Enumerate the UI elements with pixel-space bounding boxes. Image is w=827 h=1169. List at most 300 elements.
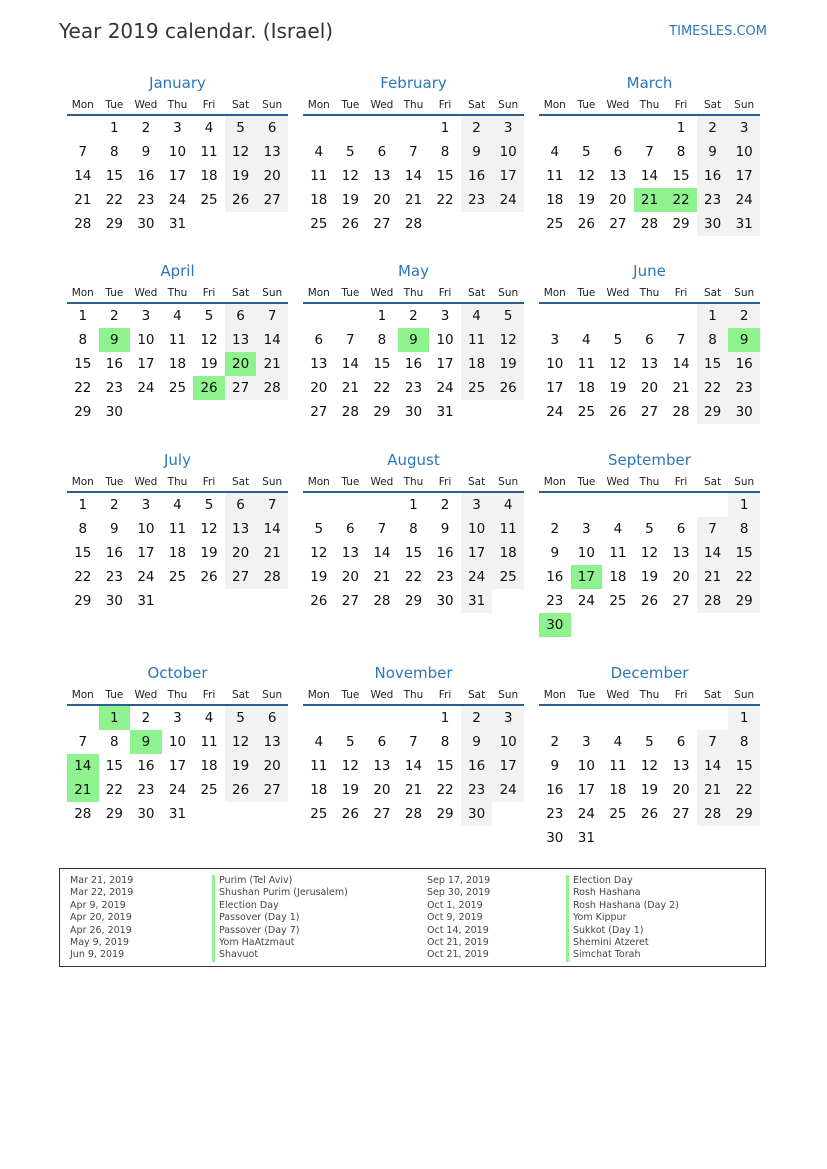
day-cell: 9	[550, 758, 560, 774]
day-cell: 8	[728, 730, 760, 754]
month-december	[539, 662, 760, 850]
weekday-label: Mon	[307, 476, 330, 488]
empty-day-cell	[602, 706, 634, 730]
weekday-label: Fri	[438, 476, 452, 488]
weekday-label: Thu	[167, 287, 188, 299]
legend-holiday-name: Election Day	[566, 875, 679, 887]
day-cell: 16	[697, 164, 729, 188]
day-cell: 26	[577, 216, 595, 232]
day-cell: 5	[613, 332, 623, 348]
day-cell: 7	[676, 332, 686, 348]
day-cell: 17	[461, 541, 493, 565]
day-cell: 2	[550, 521, 560, 537]
legend-holiday-name: Yom HaAtzmaut	[212, 937, 348, 949]
day-cell: 16	[105, 545, 123, 561]
empty-day-cell	[256, 802, 288, 826]
legend-date: Oct 21, 2019	[427, 937, 489, 949]
empty-day-cell	[571, 493, 603, 517]
week-row	[67, 188, 288, 212]
legend-date: Sep 17, 2019	[427, 875, 491, 886]
weekday-label: Wed	[606, 476, 630, 488]
week-row	[539, 328, 760, 352]
day-cell: 6	[676, 521, 686, 537]
day-cell: 23	[105, 380, 123, 396]
day-cell: 6	[225, 304, 257, 328]
weekday-label: Fri	[674, 99, 688, 111]
legend-holiday-name: Shushan Purim (Jerusalem)	[212, 887, 348, 899]
week-row	[303, 376, 524, 400]
day-cell: 27	[373, 806, 391, 822]
empty-day-cell	[665, 706, 697, 730]
weekday-label: Thu	[167, 689, 188, 701]
day-cell: 31	[461, 589, 493, 613]
week-row	[539, 826, 760, 850]
day-cell: 11	[492, 517, 524, 541]
day-cell: 17	[137, 545, 155, 561]
day-cell: 13	[373, 758, 391, 774]
weekday-label: Sat	[703, 287, 722, 299]
weekday-label: Mon	[307, 99, 330, 111]
day-cell: 17	[546, 380, 564, 396]
month-name: June	[633, 262, 666, 280]
week-row	[303, 116, 524, 140]
week-row	[303, 730, 524, 754]
day-cell: 20	[609, 192, 627, 208]
day-cell: 27	[672, 593, 690, 609]
day-cell: 1	[110, 120, 119, 136]
day-cell: 29	[697, 400, 729, 424]
empty-day-cell	[697, 706, 729, 730]
month-name: July	[164, 451, 191, 469]
day-cell: 22	[404, 569, 423, 585]
day-cell: 13	[672, 758, 690, 774]
empty-day-cell	[335, 493, 367, 517]
day-cell: 21	[74, 192, 92, 208]
legend-date: Oct 9, 2019	[427, 912, 483, 924]
month-october	[67, 662, 288, 826]
week-row	[539, 541, 760, 565]
month-name: May	[397, 262, 429, 280]
day-cell: 13	[256, 730, 288, 754]
day-cell: 19	[200, 356, 218, 372]
day-cell: 31	[168, 806, 187, 822]
day-cell: 18	[546, 192, 564, 208]
day-cell: 28	[404, 806, 423, 822]
day-cell: 7	[256, 304, 288, 328]
day-cell: 24	[137, 569, 155, 585]
day-cell: 10	[168, 734, 187, 750]
holiday-legend	[59, 868, 766, 967]
day-cell: 6	[645, 332, 654, 348]
empty-day-cell	[665, 826, 697, 850]
day-cell: 14	[256, 517, 288, 541]
month-name: August	[387, 451, 440, 469]
weekday-label: Tue	[105, 476, 124, 488]
empty-day-cell	[130, 400, 162, 424]
day-cell: 25	[310, 216, 328, 232]
day-cell: 13	[341, 545, 359, 561]
weekday-label: Sun	[262, 287, 283, 299]
weekday-header	[67, 684, 288, 706]
day-cell: 30	[404, 404, 423, 420]
day-cell: 3	[141, 308, 151, 324]
day-cell: 11	[609, 545, 627, 561]
day-cell: 21	[341, 380, 359, 396]
empty-day-cell	[665, 613, 697, 637]
day-cell: 26	[225, 188, 257, 212]
day-cell: 2	[141, 120, 151, 136]
day-cell: 4	[613, 734, 623, 750]
month-name: March	[626, 74, 673, 92]
day-cell: 19	[577, 192, 595, 208]
day-cell: 8	[728, 517, 760, 541]
week-row	[67, 116, 288, 140]
day-cell: 13	[609, 168, 627, 184]
empty-day-cell	[634, 613, 666, 637]
day-cell: 30	[461, 802, 493, 826]
legend-date: Apr 26, 2019	[70, 924, 132, 936]
day-cell: 16	[728, 352, 760, 376]
month-february	[303, 72, 524, 236]
week-row	[303, 754, 524, 778]
day-cell: 29	[105, 806, 123, 822]
day-cell: 25	[546, 216, 564, 232]
day-cell: 10	[168, 144, 187, 160]
day-cell: 11	[168, 332, 187, 348]
day-cell: 8	[110, 144, 119, 160]
empty-day-cell	[335, 706, 367, 730]
week-row	[67, 140, 288, 164]
empty-day-cell	[634, 826, 666, 850]
day-cell: 13	[225, 328, 257, 352]
day-cell: 15	[672, 168, 690, 184]
empty-day-cell	[335, 116, 367, 140]
weekday-label: Thu	[639, 287, 660, 299]
weekday-label: Tue	[341, 689, 360, 701]
empty-day-cell	[602, 613, 634, 637]
weekday-label: Wed	[606, 689, 630, 701]
weekday-label: Sun	[734, 287, 755, 299]
empty-day-cell	[571, 116, 603, 140]
day-cell: 18	[310, 782, 328, 798]
empty-day-cell	[303, 116, 335, 140]
weekday-label: Fri	[202, 99, 216, 111]
legend-holiday-name: Passover (Day 1)	[212, 912, 348, 924]
weekday-label: Sat	[703, 689, 722, 701]
day-cell: 14	[341, 356, 359, 372]
day-cell: 4	[314, 144, 324, 160]
day-cell: 30	[436, 593, 454, 609]
weekday-label: Sat	[231, 689, 250, 701]
day-cell: 7	[697, 730, 729, 754]
weekday-label: Sat	[467, 287, 486, 299]
day-cell: 18	[200, 168, 218, 184]
empty-day-cell	[728, 826, 760, 850]
site-link[interactable]: TIMESLES.COM	[669, 24, 767, 39]
empty-day-cell	[366, 706, 398, 730]
empty-day-cell	[429, 212, 461, 236]
week-row	[539, 754, 760, 778]
week-row	[303, 706, 524, 730]
day-cell: 16	[461, 164, 493, 188]
day-cell: 17	[577, 782, 595, 798]
weekday-header	[303, 94, 524, 116]
day-cell: 3	[440, 308, 450, 324]
weekday-label: Wed	[134, 287, 158, 299]
day-cell: 11	[546, 168, 564, 184]
week-row	[303, 400, 524, 424]
day-cell: 8	[676, 144, 686, 160]
day-cell: 3	[461, 493, 493, 517]
day-cell: 24	[577, 806, 595, 822]
empty-day-cell	[539, 493, 571, 517]
legend-names-left	[212, 875, 348, 962]
week-row	[539, 304, 760, 328]
day-cell: 27	[310, 404, 328, 420]
day-cell: 21	[404, 782, 423, 798]
empty-day-cell	[602, 826, 634, 850]
day-cell: 12	[640, 758, 659, 774]
weekday-label: Mon	[71, 99, 94, 111]
week-row	[67, 304, 288, 328]
holiday-day-cell: 9	[398, 328, 430, 352]
day-cell: 25	[609, 806, 627, 822]
day-cell: 16	[137, 168, 155, 184]
day-cell: 1	[697, 304, 729, 328]
holiday-day-cell: 9	[99, 328, 131, 352]
empty-day-cell	[634, 116, 666, 140]
day-cell: 4	[173, 308, 182, 324]
empty-day-cell	[256, 589, 288, 613]
weekday-header	[303, 684, 524, 706]
day-cell: 13	[310, 356, 328, 372]
legend-date: Mar 22, 2019	[70, 887, 134, 899]
weekday-label: Wed	[134, 689, 158, 701]
holiday-day-cell: 21	[634, 188, 666, 212]
legend-date: Mar 21, 2019	[70, 875, 134, 886]
day-cell: 21	[373, 569, 391, 585]
legend-dates-left	[70, 875, 133, 962]
day-cell: 18	[168, 356, 187, 372]
day-cell: 26	[609, 404, 627, 420]
day-cell: 14	[697, 541, 729, 565]
day-cell: 25	[577, 404, 595, 420]
day-cell: 11	[168, 521, 187, 537]
day-cell: 2	[550, 734, 560, 750]
week-row	[539, 517, 760, 541]
week-row	[539, 352, 760, 376]
day-cell: 2	[728, 304, 760, 328]
day-cell: 3	[728, 116, 760, 140]
day-cell: 5	[582, 144, 591, 160]
day-cell: 28	[640, 216, 659, 232]
day-cell: 13	[672, 545, 690, 561]
weekday-label: Sun	[262, 689, 283, 701]
day-cell: 13	[225, 517, 257, 541]
day-cell: 4	[550, 144, 560, 160]
week-row	[539, 164, 760, 188]
day-cell: 29	[373, 404, 391, 420]
day-cell: 15	[373, 356, 391, 372]
week-row	[303, 802, 524, 826]
day-cell: 22	[728, 778, 760, 802]
month-november	[303, 662, 524, 826]
day-cell: 9	[461, 140, 493, 164]
day-cell: 24	[546, 404, 564, 420]
day-cell: 25	[200, 192, 218, 208]
day-cell: 23	[546, 593, 564, 609]
day-cell: 7	[377, 521, 387, 537]
holiday-day-cell: 26	[193, 376, 225, 400]
month-june	[539, 260, 760, 424]
weekday-label: Mon	[307, 689, 330, 701]
holiday-day-cell: 30	[539, 613, 571, 637]
day-cell: 1	[728, 493, 760, 517]
day-cell: 14	[672, 356, 690, 372]
day-cell: 30	[137, 216, 155, 232]
day-cell: 17	[137, 356, 155, 372]
empty-day-cell	[225, 212, 257, 236]
day-cell: 18	[310, 192, 328, 208]
weekday-header	[67, 94, 288, 116]
week-row	[303, 352, 524, 376]
empty-day-cell	[225, 802, 257, 826]
day-cell: 7	[645, 144, 654, 160]
day-cell: 5	[225, 116, 257, 140]
day-cell: 10	[461, 517, 493, 541]
page-title: Year 2019 calendar. (Israel)	[59, 19, 334, 43]
day-cell: 28	[404, 216, 423, 232]
weekday-label: Tue	[341, 476, 360, 488]
day-cell: 10	[137, 521, 155, 537]
month-april	[67, 260, 288, 424]
weekday-label: Sun	[734, 476, 755, 488]
day-cell: 28	[256, 565, 288, 589]
week-row	[539, 730, 760, 754]
empty-day-cell	[398, 706, 430, 730]
weekday-label: Wed	[370, 99, 394, 111]
day-cell: 21	[697, 778, 729, 802]
day-cell: 24	[168, 782, 187, 798]
day-cell: 16	[546, 782, 564, 798]
legend-holiday-name: Sukkot (Day 1)	[566, 925, 679, 937]
day-cell: 25	[200, 782, 218, 798]
day-cell: 24	[461, 565, 493, 589]
holiday-day-cell: 21	[67, 778, 99, 802]
day-cell: 21	[404, 192, 423, 208]
day-cell: 4	[314, 734, 324, 750]
day-cell: 22	[728, 565, 760, 589]
day-cell: 22	[697, 376, 729, 400]
day-cell: 17	[436, 356, 454, 372]
day-cell: 19	[341, 192, 359, 208]
weekday-label: Wed	[134, 99, 158, 111]
empty-day-cell	[193, 589, 225, 613]
day-cell: 28	[373, 593, 391, 609]
day-cell: 12	[200, 521, 218, 537]
month-march	[539, 72, 760, 236]
day-cell: 8	[409, 521, 418, 537]
day-cell: 26	[341, 806, 359, 822]
weekday-label: Sun	[498, 287, 519, 299]
month-name: February	[380, 74, 447, 92]
day-cell: 9	[697, 140, 729, 164]
legend-date: May 9, 2019	[70, 937, 129, 949]
week-row	[67, 352, 288, 376]
week-row	[539, 140, 760, 164]
day-cell: 26	[225, 778, 257, 802]
day-cell: 11	[461, 328, 493, 352]
day-cell: 27	[256, 188, 288, 212]
day-cell: 2	[440, 497, 450, 513]
day-cell: 6	[613, 144, 623, 160]
weekday-label: Wed	[370, 689, 394, 701]
week-row	[539, 802, 760, 826]
weekday-header	[303, 471, 524, 493]
day-cell: 14	[373, 545, 391, 561]
day-cell: 12	[609, 356, 627, 372]
day-cell: 14	[697, 754, 729, 778]
holiday-day-cell: 22	[665, 188, 697, 212]
week-row	[67, 589, 288, 613]
day-cell: 15	[436, 758, 454, 774]
empty-day-cell	[303, 493, 335, 517]
month-name: April	[160, 262, 195, 280]
day-cell: 6	[314, 332, 324, 348]
month-name: October	[147, 664, 208, 682]
week-row	[67, 328, 288, 352]
day-cell: 30	[697, 212, 729, 236]
day-cell: 5	[645, 521, 654, 537]
day-cell: 31	[137, 593, 155, 609]
day-cell: 12	[200, 332, 218, 348]
day-cell: 27	[672, 806, 690, 822]
day-cell: 28	[697, 589, 729, 613]
day-cell: 3	[582, 734, 591, 750]
week-row	[67, 706, 288, 730]
empty-day-cell	[162, 400, 194, 424]
week-row	[67, 212, 288, 236]
legend-holiday-name: Shemini Atzeret	[566, 937, 679, 949]
weekday-header	[539, 471, 760, 493]
empty-day-cell	[492, 589, 524, 613]
weekday-label: Thu	[639, 476, 660, 488]
empty-day-cell	[571, 304, 603, 328]
week-row	[539, 706, 760, 730]
day-cell: 2	[110, 497, 119, 513]
empty-day-cell	[67, 706, 99, 730]
week-row	[539, 400, 760, 424]
holiday-day-cell: 9	[728, 328, 760, 352]
week-row	[303, 304, 524, 328]
day-cell: 20	[672, 569, 690, 585]
empty-day-cell	[193, 212, 225, 236]
weekday-label: Thu	[639, 689, 660, 701]
day-cell: 23	[728, 376, 760, 400]
weekday-label: Thu	[403, 476, 424, 488]
day-cell: 12	[640, 545, 659, 561]
day-cell: 25	[609, 593, 627, 609]
day-cell: 2	[409, 308, 418, 324]
day-cell: 14	[404, 168, 423, 184]
day-cell: 27	[640, 404, 659, 420]
day-cell: 29	[105, 216, 123, 232]
weekday-label: Sun	[262, 476, 283, 488]
day-cell: 29	[728, 589, 760, 613]
day-cell: 13	[373, 168, 391, 184]
day-cell: 18	[492, 541, 524, 565]
empty-day-cell	[366, 493, 398, 517]
